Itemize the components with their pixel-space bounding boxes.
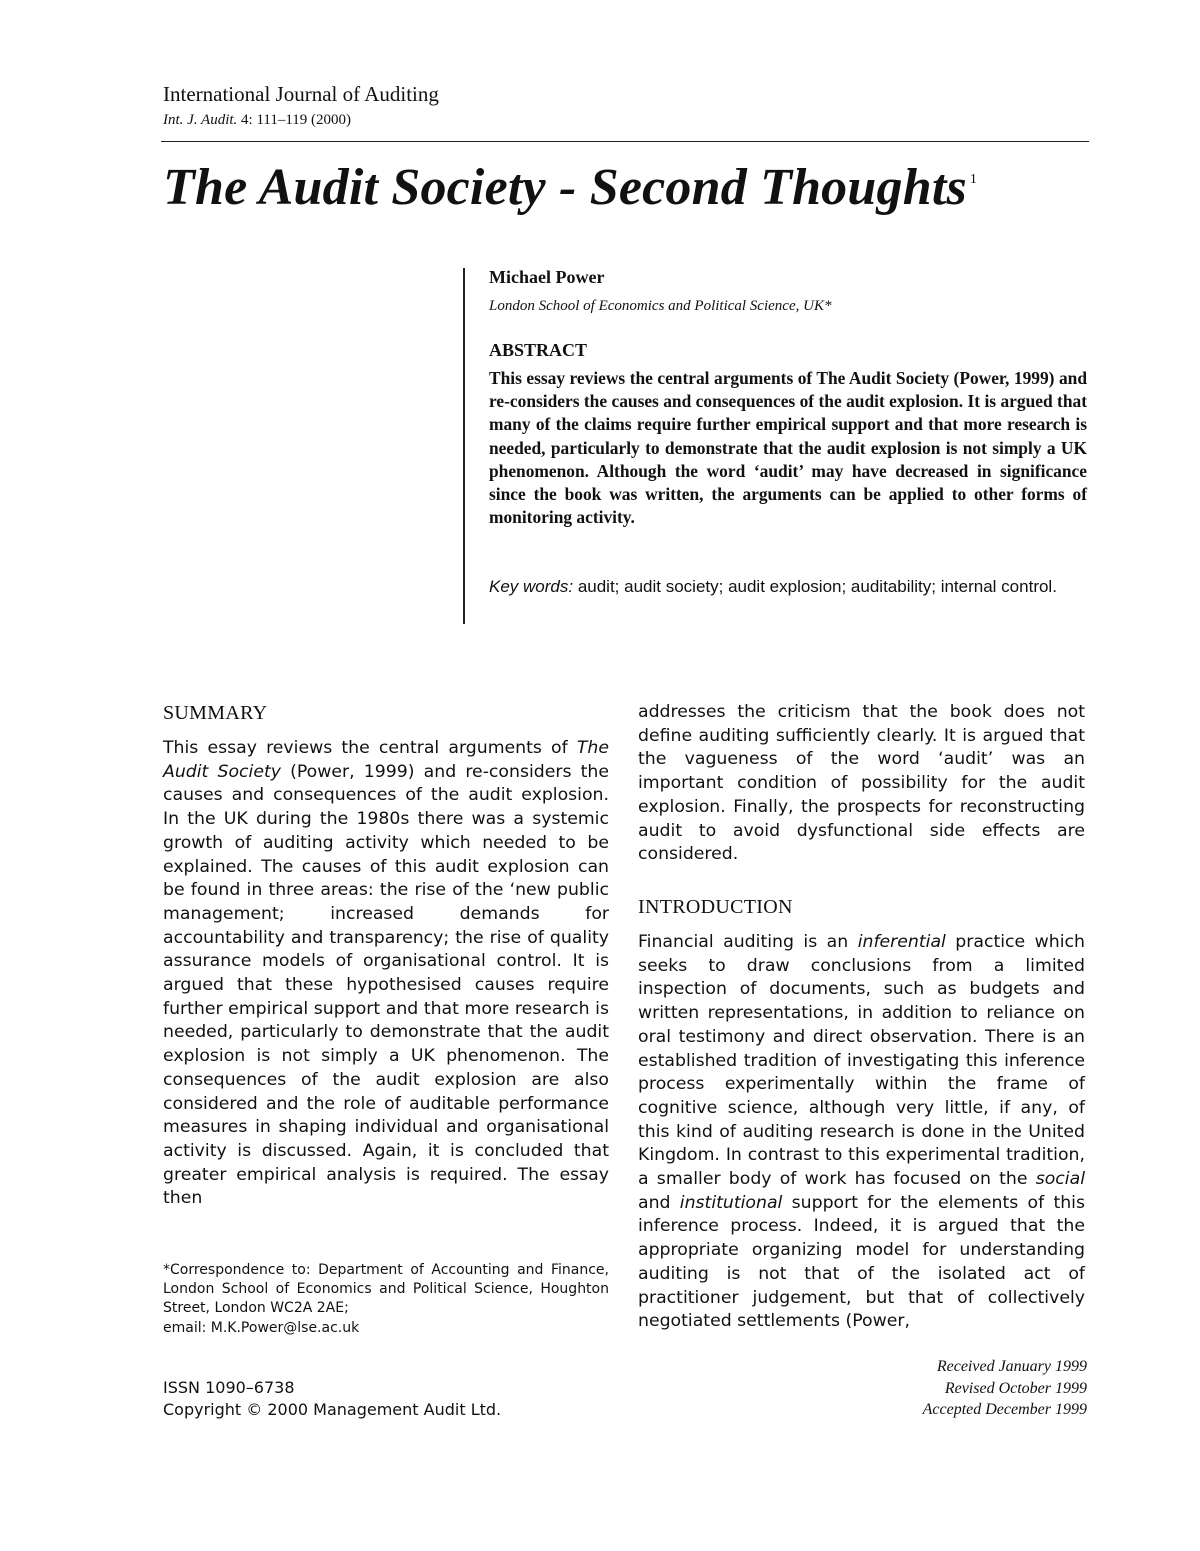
summary-heading: SUMMARY xyxy=(163,702,268,724)
author-name: Michael Power xyxy=(489,267,605,287)
date-accepted: Accepted December 1999 xyxy=(922,1401,1087,1418)
intro-italic-social: social xyxy=(1035,1169,1085,1190)
summary-text-1: This essay reviews the central arguments of xyxy=(163,738,577,758)
summary-text-2: (Power, 1999) and re-considers the causes and consequences of the audit explosion. In the UK during the 1980s there was a systemic growth of auditing activity which needed to be explained. The causes of this audit explosion can be found in three areas: the rise of the ‘new public management; increased demands for accountability and transparency; the rise of quality assurance models of organisational control. It is argued that these hypothesised causes require further empirical support and that more research is needed, particularly to demonstrate that the audit explosion is not simply a UK phenomenon. The consequences of the audit explosion are also considered and the role of auditable performance measures in shaping individual and organisational activity is discussed. Again, it is concluded that greater empirical analysis is required. The essay then xyxy=(163,761,609,1209)
journal-citation xyxy=(163,112,351,129)
summary-continuation: addresses the criticism that the book does not define auditing sufficiently clearly. It is argued that the vagueness of the word ‘audit’ was an important condition of possibility for the audit explosion. Finally, the prospects for reconstructing audit to avoid dysfunctional side effects are considered. xyxy=(638,702,1085,865)
title-text: The Audit Society - Second Thoughts xyxy=(163,159,967,216)
introduction-heading: INTRODUCTION xyxy=(638,896,793,918)
correspondence-footnote xyxy=(163,1261,609,1338)
introduction-body xyxy=(638,931,1085,1334)
article-dates xyxy=(923,1356,1087,1421)
date-received: Received January 1999 xyxy=(936,1358,1087,1375)
footnote-address: *Correspondence to: Department of Accounting and Finance, London School of Economics and Political Science, Houghton Street, London WC2A 2AE; xyxy=(163,1262,609,1317)
article-title xyxy=(163,158,977,217)
keywords-label: Key words: xyxy=(489,577,574,596)
title-footnote-mark[interactable]: 1 xyxy=(969,172,978,187)
abstract-heading: ABSTRACT xyxy=(489,340,588,360)
date-revised: Revised October 1999 xyxy=(944,1379,1087,1397)
issn: ISSN 1090–6738 xyxy=(163,1378,295,1397)
summary-book-title: The Audit Society xyxy=(163,738,609,782)
citation-abbrev: Int. J. Audit. xyxy=(163,112,238,128)
summary-body xyxy=(163,737,609,1211)
imprint xyxy=(163,1377,501,1421)
keywords xyxy=(489,575,1087,598)
intro-text-1: Financial auditing is an xyxy=(638,932,858,952)
abstract-body: This essay reviews the central arguments of The Audit Society (Power, 1999) and re-considers the causes and consequences of the audit explosion. It is argued that many of the claims require further empirical support and that more research is needed, particularly to demonstrate that the audit explosion is not simply a UK phenomenon. Although the word ‘audit’ may have decreased in significance since the book was written, the arguments can be applied to other forms of monitoring activity. xyxy=(489,368,1087,528)
abstract-side-rule xyxy=(463,268,465,624)
citation-volume-pages: 4: 111–119 (2000) xyxy=(237,112,352,128)
copyright: Copyright © 2000 Management Audit Ltd. xyxy=(163,1400,502,1419)
keywords-list: audit; audit society; audit explosion; auditability; internal control. xyxy=(573,577,1057,596)
intro-italic-inferential: inferential xyxy=(857,932,946,952)
intro-italic-institutional: institutional xyxy=(679,1192,783,1213)
intro-text-3: and xyxy=(638,1192,680,1213)
intro-text-2: practice which seeks to draw conclusions from a limited inspection of documents, such as budgets and written representations, in addition to reliance on oral testimony and direct observation. There is an established tradition of investigating this inference process experimentally within the frame of cognitive science, although very little, if any, of this kind of auditing research is done in the United Kingdom. In contrast to this experimental tradition, a smaller body of work has focused on the xyxy=(638,932,1085,1190)
footnote-email[interactable]: email: M.K.Power@lse.ac.uk xyxy=(163,1319,360,1336)
journal-name: International Journal of Auditing xyxy=(163,82,439,106)
author-affiliation: London School of Economics and Political Science, UK* xyxy=(489,298,832,314)
intro-text-4: support for the elements of this inference process. Indeed, it is argued that the appropriate organizing model for understanding auditing is not that of the isolated act of practitioner judgement, but that of collectively negotiated settlements (Power, xyxy=(638,1192,1085,1332)
header-rule xyxy=(161,141,1089,142)
